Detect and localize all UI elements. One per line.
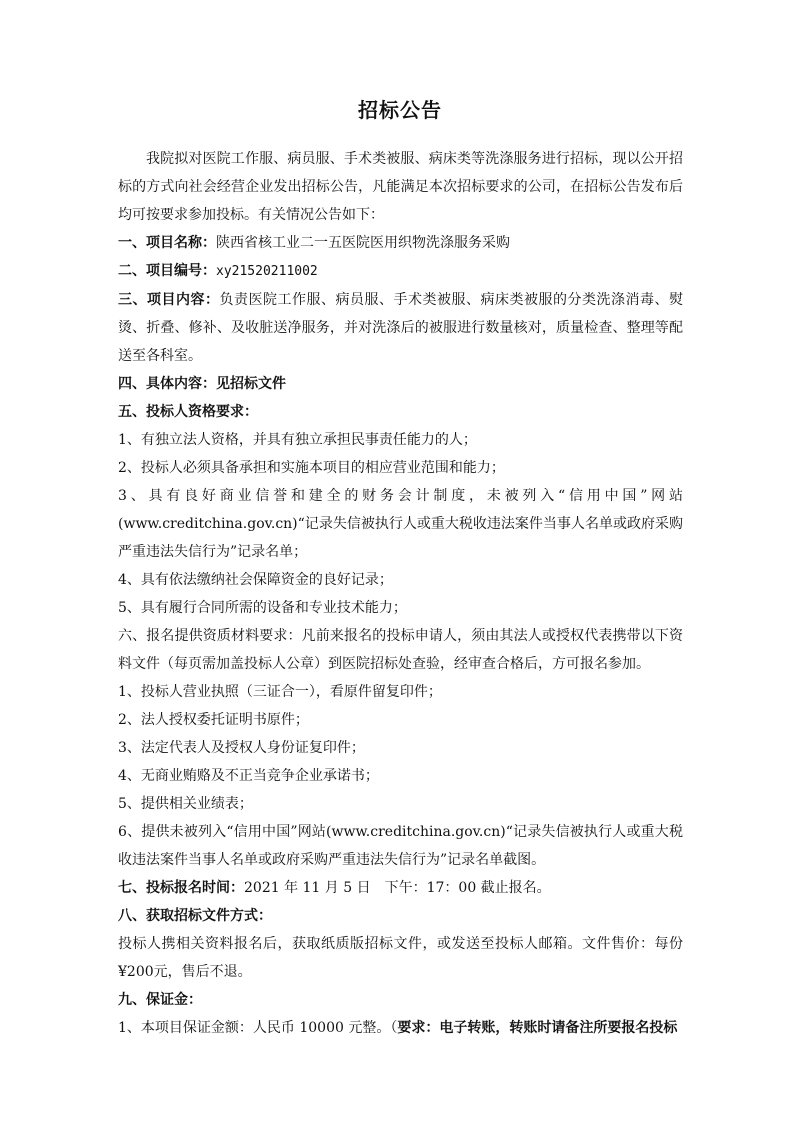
section-label: 七、投标报名时间： bbox=[118, 880, 244, 896]
material-item: 6、提供未被列入“信用中国”网站(www.creditchina.gov.cn)“记录失信被执行人或重大税收违法案件当事人名单或政府采购严重违法失信行为”记录名单截图。 bbox=[118, 824, 683, 868]
deposit-amount: 1、本项目保证金额：人民币 10000 元整。（ bbox=[118, 1020, 398, 1036]
material-item: 5、提供相关业绩表； bbox=[118, 796, 253, 812]
material-item: 1、投标人营业执照（三证合一），看原件留复印件； bbox=[118, 684, 442, 700]
section-project-name bbox=[118, 229, 683, 257]
qualification-item: 1、有独立法人资格，并具有独立承担民事责任能力的人； bbox=[118, 432, 477, 448]
section-registration-time bbox=[118, 874, 683, 902]
section-label: 一、项目名称： bbox=[118, 235, 216, 251]
project-name: 陕西省核工业二一五医院医用织物洗涤服务采购 bbox=[216, 235, 510, 251]
section-project-content bbox=[118, 286, 683, 370]
section-label: 二、项目编号： bbox=[118, 263, 216, 279]
qualification-item: 3、具有良好商业信誉和建全的财务会计制度，未被列入“信用中国”网站(www.creditchina.gov.cn)“记录失信被执行人或重大税收违法案件当事人名单或政府采购严重违法失信行为”记录名单； bbox=[118, 488, 683, 560]
section-qualification-heading: 五、投标人资格要求： bbox=[118, 404, 258, 420]
section-registration-materials: 六、报名提供资质材料要求：凡前来报名的投标申请人，须由其法人或授权代表携带以下资料文件（每页需加盖投标人公章）到医院招标处查验，经审查合格后，方可报名参加。 bbox=[118, 628, 683, 672]
qualification-item: 4、具有依法缴纳社会保障资金的良好记录； bbox=[118, 572, 393, 588]
material-item: 3、法定代表人及授权人身份证复印件； bbox=[118, 740, 365, 756]
deposit-requirement: 要求：电子转账，转账时请备注所要报名投标 bbox=[397, 1020, 678, 1036]
section-specific-content: 四、具体内容：见招标文件 bbox=[118, 376, 286, 392]
obtain-docs-text: 投标人携相关资料报名后，获取纸质版招标文件，或发送至投标人邮箱。文件售价：每份¥200元，售后不退。 bbox=[118, 936, 683, 980]
intro-paragraph: 我院拟对医院工作服、病员服、手术类被服、病床类等洗涤服务进行招标，现以公开招标的方式向社会经营企业发出招标公告，凡能满足本次招标要求的公司，在招标公告发布后均可按要求参加投标。有关情况公告如下： bbox=[118, 151, 683, 223]
project-content: 负责医院工作服、病员服、手术类被服、病床类被服的分类洗涤消毒、熨烫、折叠、修补、及收脏送净服务，并对洗涤后的被服进行数量核对，质量检查、整理等配送至各科室。 bbox=[118, 292, 683, 364]
project-number: xy21520211002 bbox=[216, 264, 318, 279]
section-project-number bbox=[118, 257, 683, 286]
section-obtain-docs-heading: 八、获取招标文件方式： bbox=[118, 908, 272, 924]
document-body bbox=[118, 145, 683, 1042]
qualification-item: 5、具有履行合同所需的设备和专业技术能力； bbox=[118, 600, 407, 616]
qualification-item: 2、投标人必须具备承担和实施本项目的相应营业范围和能力； bbox=[118, 460, 505, 476]
section-deposit-heading: 九、保证金： bbox=[118, 992, 202, 1008]
document-title: 招标公告 bbox=[358, 98, 442, 122]
deposit-item bbox=[118, 1014, 683, 1042]
material-item: 4、无商业贿赂及不正当竞争企业承诺书； bbox=[118, 768, 379, 784]
section-label: 三、项目内容： bbox=[118, 292, 220, 308]
material-item: 2、法人授权委托证明书原件； bbox=[118, 712, 309, 728]
registration-time: 2021 年 11 月 5 日 下午：17：00 截止报名。 bbox=[244, 880, 551, 896]
